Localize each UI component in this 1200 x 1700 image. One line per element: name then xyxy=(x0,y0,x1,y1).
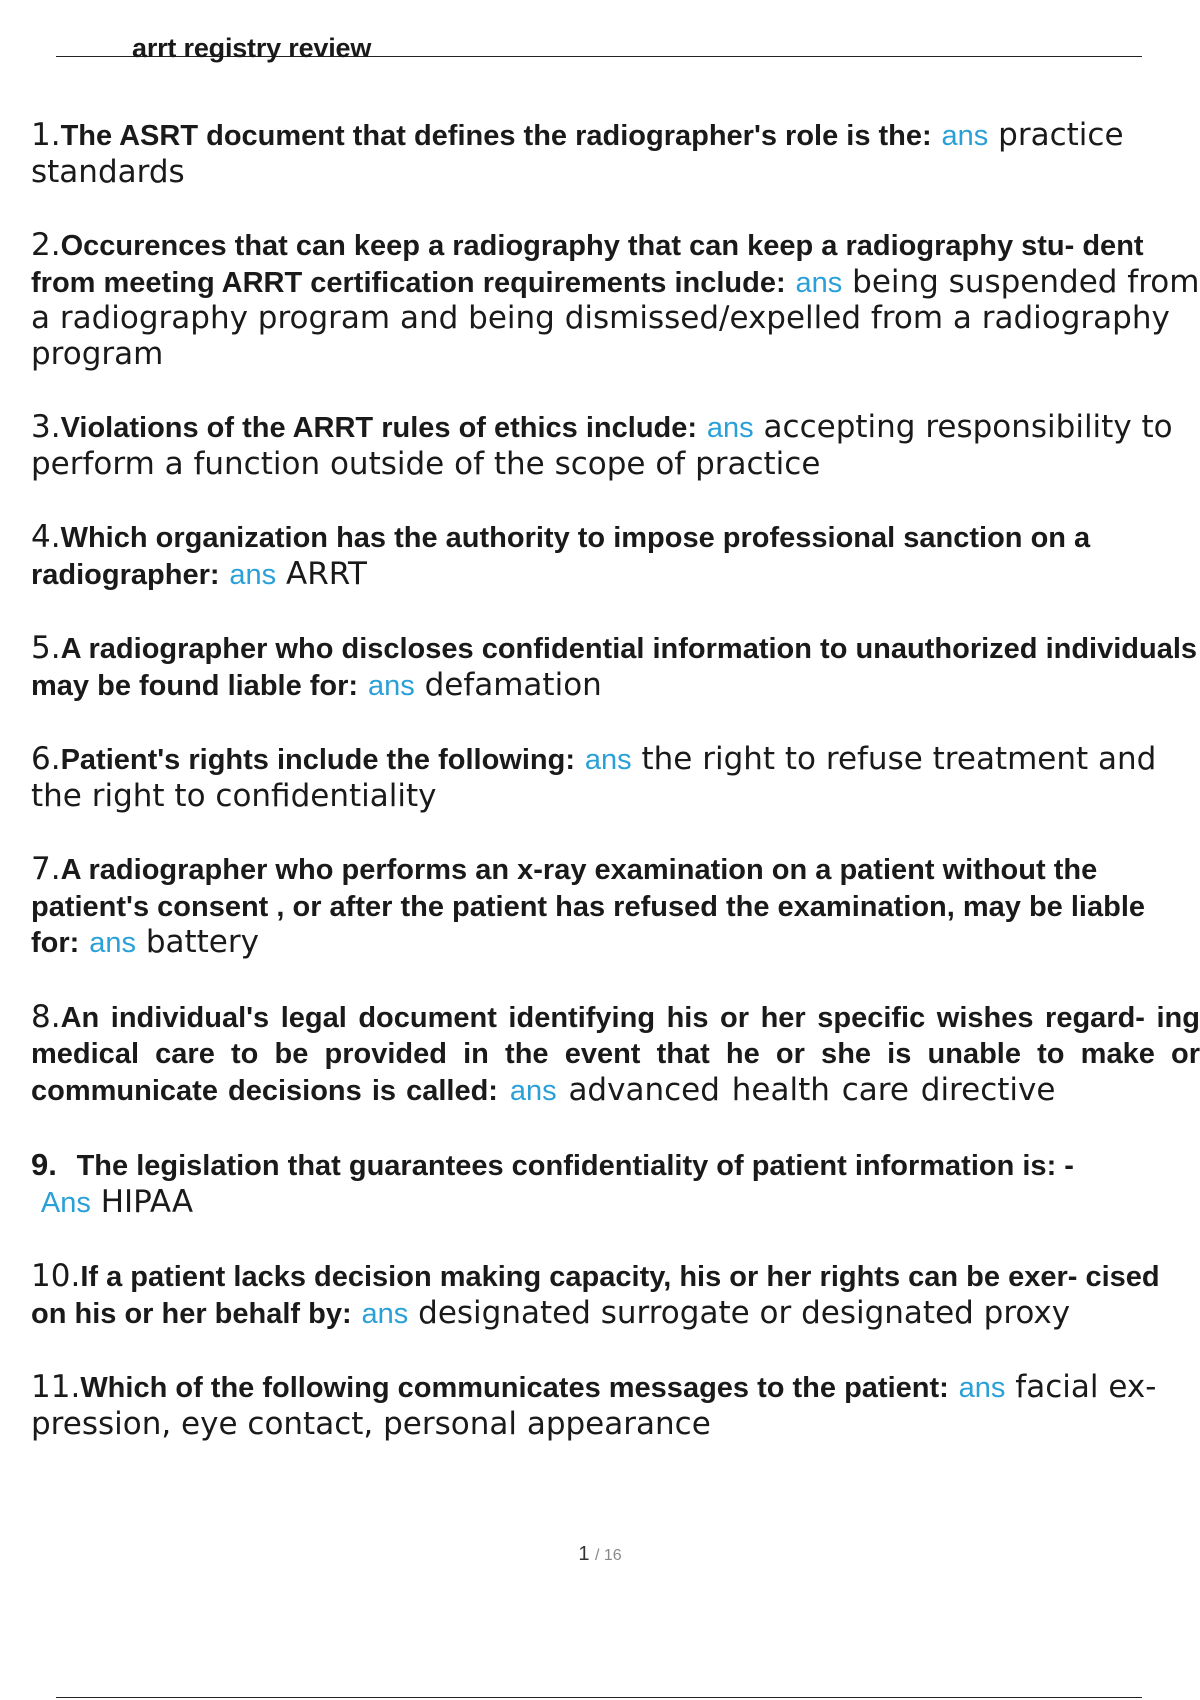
question-text: An individual's legal document identifying his or her specific wishes regard- ing medical care to be provided in the event that he or she is unable to make or communicate decisions is called: xyxy=(31,1001,1200,1107)
qa-item-10 xyxy=(31,1259,1200,1332)
answer-text: defamation xyxy=(424,666,602,703)
qa-list xyxy=(31,118,1200,1480)
answer-text: HIPAA xyxy=(100,1183,194,1220)
question-text: Occurences that can keep a radiography that can keep a radiography stu- dent from meeting ARRT certification requirements include: xyxy=(31,230,1144,299)
answer-text: being suspended from a radiography program and being dismissed/expelled from a radiography program xyxy=(31,263,1200,372)
answer-label: ans xyxy=(941,120,989,152)
question-number: 11. xyxy=(31,1369,81,1405)
question-number: 1. xyxy=(31,117,61,153)
page-current: 1 xyxy=(578,1543,590,1565)
question-number: 6. xyxy=(31,741,61,777)
question-text: The ASRT document that defines the radiographer's role is the: xyxy=(60,120,932,152)
answer-text: ARRT xyxy=(286,555,367,592)
qa-item-8 xyxy=(31,1000,1200,1110)
question-text: Violations of the ARRT rules of ethics include: xyxy=(60,412,698,444)
answer-label: ans xyxy=(584,744,632,776)
question-text: The legislation that guarantees confidentiality of patient information is: - xyxy=(76,1150,1074,1182)
question-number: 3. xyxy=(31,409,61,445)
question-number: 5. xyxy=(31,630,61,666)
question-text: Which organization has the authority to impose professional sanction on a radiographer: xyxy=(31,522,1091,591)
qa-item-3 xyxy=(31,410,1200,482)
qa-item-11 xyxy=(31,1370,1200,1442)
qa-item-2 xyxy=(31,228,1200,372)
question-number: 9. xyxy=(31,1147,57,1182)
qa-item-7 xyxy=(31,852,1200,962)
answer-label: ans xyxy=(958,1372,1006,1404)
answer-label: ans xyxy=(367,669,415,702)
page-header xyxy=(56,28,1142,63)
qa-item-1 xyxy=(31,118,1200,190)
question-text: A radiographer who discloses confidential information to unauthorized individuals may be found liable for: xyxy=(31,633,1198,702)
question-number: 2. xyxy=(31,227,61,263)
answer-text: battery xyxy=(145,924,259,960)
document-title: arrt registry review xyxy=(132,33,372,63)
qa-item-4 xyxy=(31,520,1200,593)
answer-label: ans xyxy=(361,1297,409,1330)
question-text: If a patient lacks decision making capacity, his or her rights can be exer- cised on his or her behalf by: xyxy=(31,1261,1160,1330)
question-text: Which of the following communicates messages to the patient: xyxy=(80,1372,949,1404)
page-total: / 16 xyxy=(595,1547,622,1564)
answer-label: Ans xyxy=(40,1186,91,1219)
qa-item-6 xyxy=(31,742,1200,814)
qa-item-9 xyxy=(31,1147,1200,1221)
footer-rule xyxy=(56,1697,1142,1698)
answer-text: designated surrogate or designated proxy xyxy=(418,1294,1071,1331)
answer-label: ans xyxy=(229,558,277,591)
question-number: 7. xyxy=(31,851,61,887)
question-number: 8. xyxy=(31,998,61,1035)
question-number: 4. xyxy=(31,519,61,555)
question-text: Patient's rights include the following: xyxy=(60,744,575,776)
answer-text: facial ex- pression, eye contact, personal appearance xyxy=(31,1369,1157,1442)
answer-text: practice standards xyxy=(31,117,1124,190)
answer-text: advanced health care directive xyxy=(568,1071,1056,1108)
answer-label: ans xyxy=(706,412,754,444)
answer-text: the right to refuse treatment and the right to confidentiality xyxy=(31,741,1157,814)
qa-item-5 xyxy=(31,631,1200,704)
answer-text: accepting responsibility to perform a function outside of the scope of practice xyxy=(31,409,1173,482)
answer-label: ans xyxy=(795,266,843,299)
question-number: 10. xyxy=(31,1258,81,1294)
answer-label: ans xyxy=(89,927,136,959)
answer-label: ans xyxy=(509,1074,557,1107)
question-text: A radiographer who performs an x-ray examination on a patient without the patient's consent , or after the patient has refused the examination, may be liable for: xyxy=(31,854,1146,959)
page-indicator xyxy=(0,1543,1200,1566)
